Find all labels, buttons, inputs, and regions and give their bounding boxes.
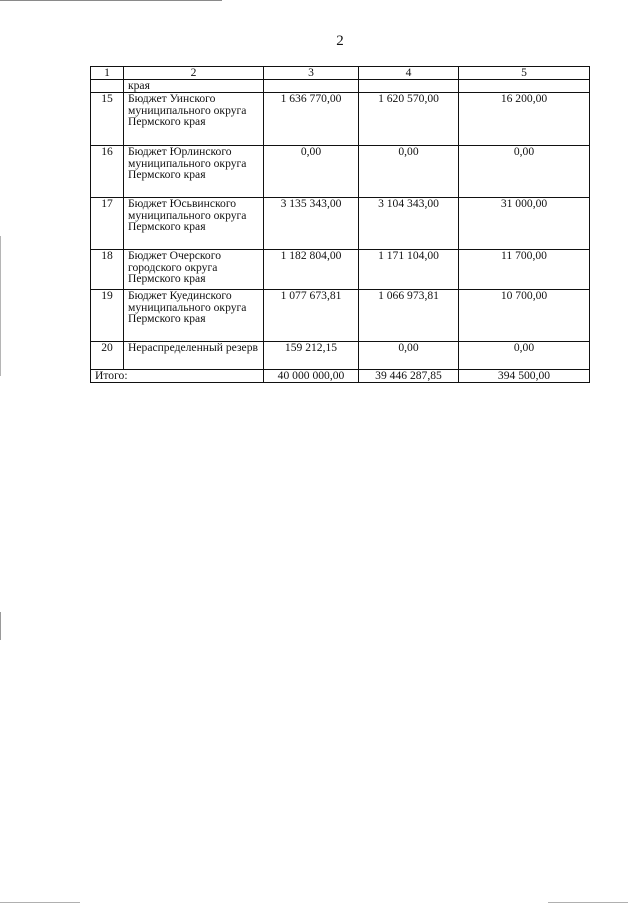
table-row	[91, 146, 590, 198]
scan-edge-left-upper	[0, 236, 1, 376]
column-number: 3	[264, 67, 359, 80]
scan-edge-bottom-left	[0, 902, 80, 903]
amount-col3: 0,00	[264, 146, 359, 198]
table-cell	[264, 80, 359, 93]
amount-col3: 159 212,15	[264, 342, 359, 370]
amount-col3: 1 182 804,00	[264, 250, 359, 290]
budget-name: Бюджет Куединского муниципального округа Пермского края	[124, 290, 264, 342]
table-row	[91, 250, 590, 290]
table-cell	[91, 80, 124, 93]
amount-col4: 3 104 343,00	[359, 198, 459, 250]
table-row	[91, 93, 590, 146]
table-row	[91, 198, 590, 250]
scan-edge-bottom-right	[548, 902, 628, 903]
budget-name: Нераспределенный резерв	[124, 342, 264, 370]
amount-col4: 0,00	[359, 342, 459, 370]
amount-col5: 10 700,00	[459, 290, 590, 342]
amount-col5: 0,00	[459, 342, 590, 370]
table-cell	[459, 80, 590, 93]
amount-col3: 1 636 770,00	[264, 93, 359, 146]
amount-col5: 0,00	[459, 146, 590, 198]
amount-col5: 31 000,00	[459, 198, 590, 250]
budget-name: Бюджет Юрлинского муниципального округа Пермского края	[124, 146, 264, 198]
total-col3: 40 000 000,00	[264, 370, 359, 383]
amount-col5: 11 700,00	[459, 250, 590, 290]
table-row	[91, 290, 590, 342]
row-number: 17	[91, 198, 124, 250]
row-number: 20	[91, 342, 124, 370]
scan-edge-top	[0, 0, 222, 1]
amount-col4: 1 171 104,00	[359, 250, 459, 290]
amount-col3: 3 135 343,00	[264, 198, 359, 250]
row-number: 16	[91, 146, 124, 198]
amount-col5: 16 200,00	[459, 93, 590, 146]
total-row	[91, 370, 590, 383]
scan-edge-left-lower	[0, 612, 1, 640]
table-cell: края	[124, 80, 264, 93]
amount-col3: 1 077 673,81	[264, 290, 359, 342]
column-number: 5	[459, 67, 590, 80]
column-number-row	[91, 67, 590, 80]
continuation-row	[91, 80, 590, 93]
budget-name: Бюджет Уинского муниципального округа Пермского края	[124, 93, 264, 146]
table-row	[91, 342, 590, 370]
budget-table	[90, 66, 590, 383]
total-col4: 39 446 287,85	[359, 370, 459, 383]
column-number: 4	[359, 67, 459, 80]
row-number: 15	[91, 93, 124, 146]
row-number: 18	[91, 250, 124, 290]
amount-col4: 1 620 570,00	[359, 93, 459, 146]
budget-name: Бюджет Очерского городского округа Пермского края	[124, 250, 264, 290]
table-cell	[359, 80, 459, 93]
column-number: 1	[91, 67, 124, 80]
amount-col4: 1 066 973,81	[359, 290, 459, 342]
total-label: Итого:	[91, 370, 264, 383]
page-number: 2	[336, 33, 344, 49]
amount-col4: 0,00	[359, 146, 459, 198]
budget-name: Бюджет Юсьвинского муниципального округа Пермского края	[124, 198, 264, 250]
column-number: 2	[124, 67, 264, 80]
total-col5: 394 500,00	[459, 370, 590, 383]
row-number: 19	[91, 290, 124, 342]
